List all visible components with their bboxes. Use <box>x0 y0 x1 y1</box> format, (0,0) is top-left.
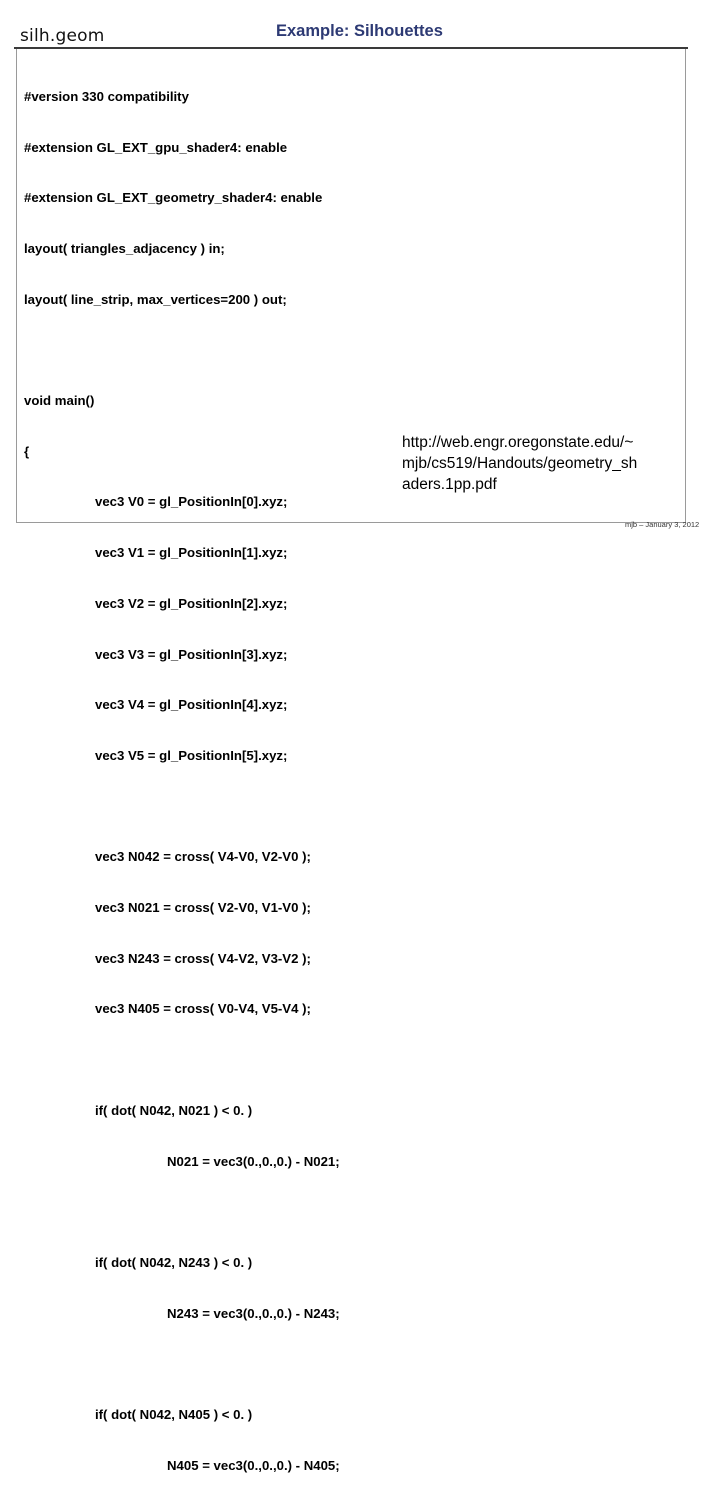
code-line: vec3 V3 = gl_PositionIn[3].xyz; <box>95 646 288 662</box>
url-line: http://web.engr.oregonstate.edu/~ <box>402 434 634 451</box>
code-line: #version 330 compatibility <box>24 88 189 104</box>
code-line: vec3 V2 = gl_PositionIn[2].xyz; <box>95 595 288 611</box>
code-line: { <box>24 443 30 459</box>
code-line: vec3 V4 = gl_PositionIn[4].xyz; <box>95 697 288 713</box>
code-line: vec3 N405 = cross( V0-V4, V5-V4 ); <box>95 1001 311 1017</box>
slide-label: silh.geom <box>20 26 105 46</box>
url-line: aders.1pp.pdf <box>402 476 497 493</box>
reference-url <box>402 432 692 495</box>
code-line: vec3 V0 = gl_PositionIn[0].xyz; <box>95 494 288 510</box>
code-line: layout( triangles_adjacency ) in; <box>24 240 225 256</box>
code-line: #extension GL_EXT_gpu_shader4: enable <box>24 139 288 155</box>
url-line: mjb/cs519/Handouts/geometry_sh <box>402 455 638 472</box>
slide-footer: mjb – January 3, 2012 <box>625 520 700 529</box>
code-blank-line <box>24 1052 340 1069</box>
code-line: if( dot( N042, N021 ) < 0. ) <box>95 1102 253 1118</box>
code-block <box>24 55 340 1492</box>
code-line: vec3 N042 = cross( V4-V0, V2-V0 ); <box>95 849 311 865</box>
code-line: N021 = vec3(0.,0.,0.) - N021; <box>167 1153 340 1169</box>
code-line: if( dot( N042, N243 ) < 0. ) <box>95 1254 253 1270</box>
code-line: N243 = vec3(0.,0.,0.) - N243; <box>167 1305 340 1321</box>
code-blank-line <box>24 799 340 816</box>
code-blank-line <box>24 342 340 359</box>
code-line: N405 = vec3(0.,0.,0.) - N405; <box>167 1457 340 1473</box>
code-line: vec3 N021 = cross( V2-V0, V1-V0 ); <box>95 900 311 916</box>
code-line: vec3 V1 = gl_PositionIn[1].xyz; <box>95 545 288 561</box>
code-line: #extension GL_EXT_geometry_shader4: enable <box>24 190 323 206</box>
code-line: vec3 N243 = cross( V4-V2, V3-V2 ); <box>95 950 311 966</box>
code-line: vec3 V5 = gl_PositionIn[5].xyz; <box>95 747 288 763</box>
slide-title: Example: Silhouettes <box>276 22 443 40</box>
code-blank-line <box>24 1204 340 1221</box>
code-line: if( dot( N042, N405 ) < 0. ) <box>95 1407 253 1423</box>
code-line: void main() <box>24 393 95 409</box>
code-line: layout( line_strip, max_vertices=200 ) out; <box>24 291 287 307</box>
code-blank-line <box>24 1356 340 1373</box>
